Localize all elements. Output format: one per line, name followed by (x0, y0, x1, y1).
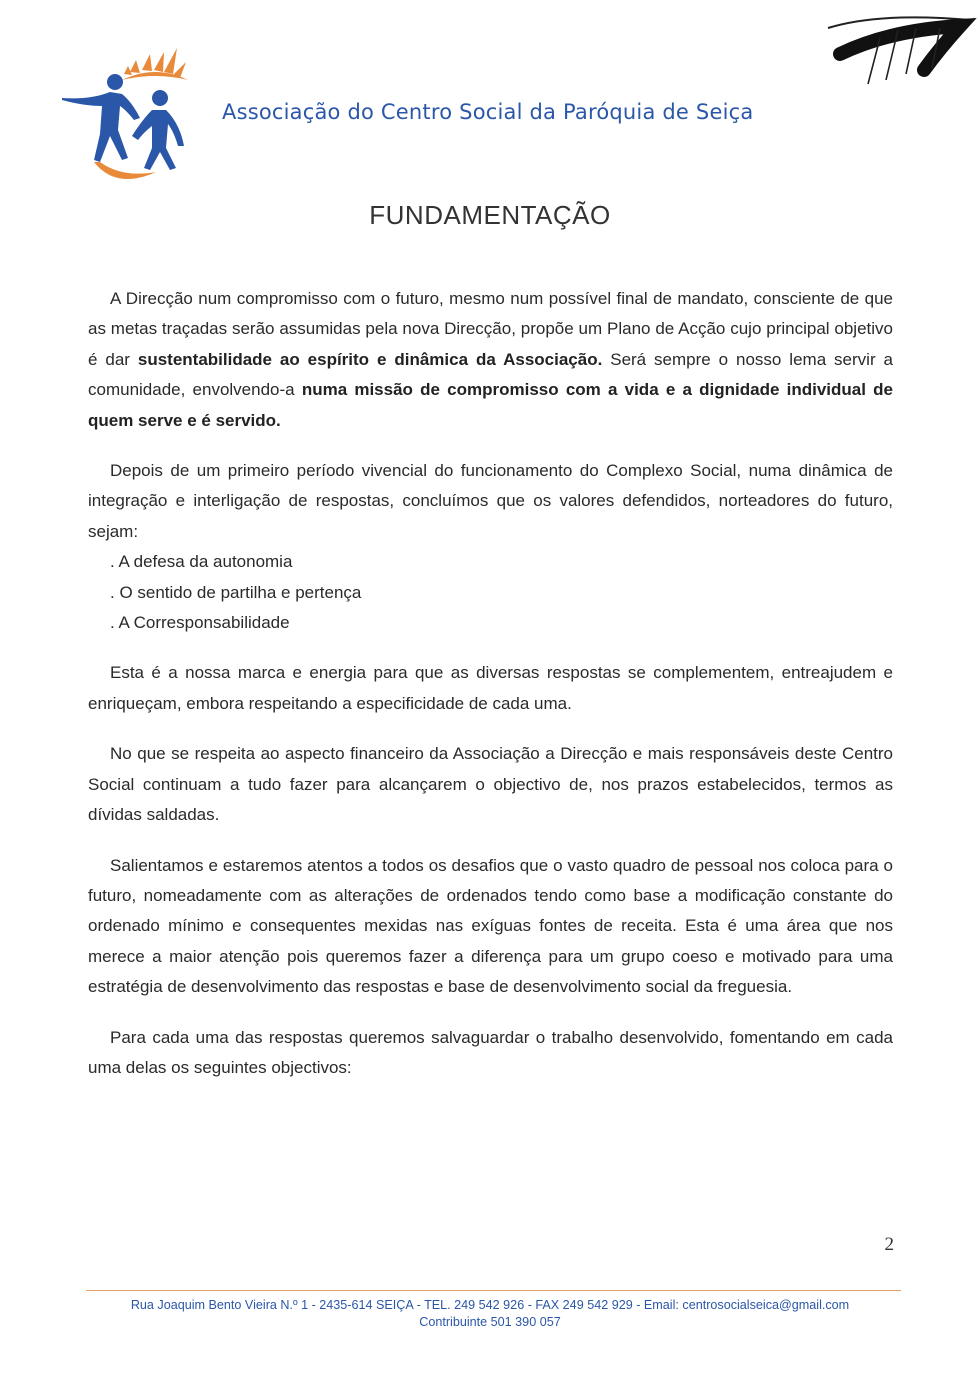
paragraph-text: Será sempre o nosso lema servir a comunidade, envolvendo-a (88, 349, 893, 400)
footer-tax-id: Contribuinte 501 390 057 (419, 1315, 561, 1329)
document-title: FUNDAMENTAÇÃO (369, 200, 611, 230)
list-item: . A Corresponsabilidade (110, 613, 290, 633)
emphasis-text: sustentabilidade ao espírito e dinâmica da Associação. (137, 349, 603, 369)
document-body (88, 284, 893, 1083)
paragraph-financial: No que se respeita ao aspecto financeiro da Associação a Direcção e mais responsáveis deste Centro Social continuam a tudo fazer para alcançarem o objectivo de, nos prazos estabelecidos, termos as dívidas saldadas. (88, 744, 893, 825)
handwritten-mark-icon (820, 8, 980, 90)
footer (0, 1297, 980, 1331)
emphasis-text: numa missão de compromisso com a vida e a dignidade individual de quem serve e é servido. (88, 380, 893, 430)
footer-address: Rua Joaquim Bento Vieira N.º 1 - 2435-614 SEIÇA - TEL. 249 542 926 - FAX 249 542 929 - Email: centrosocialseica@gmail.com (130, 1298, 850, 1312)
paragraph-mission (88, 284, 893, 436)
organization-logo-icon (60, 40, 195, 190)
page-number: 2 (884, 1234, 894, 1255)
paragraph-text: A Direcção num compromisso com o futuro, mesmo num possível final de mandato, consciente de que as metas traçadas serão assumidas pela nova Direcção, propõe um Plano de Acção cujo principal objetivo é dar (88, 289, 893, 369)
paragraph-objectives: Para cada uma das respostas queremos salvaguardar o trabalho desenvolvido, fomentando em cada uma delas os seguintes objectivos: (88, 1027, 893, 1077)
organization-name: Associação do Centro Social da Paróquia de Seiça (222, 100, 754, 124)
values-list (88, 547, 893, 638)
footer-divider (86, 1290, 901, 1291)
paragraph-staff: Salientamos e estaremos atentos a todos os desafios que o vasto quadro de pessoal nos coloca para o futuro, nomeadamente com as alterações de ordenados tendo como base a modificação constante do ordenado mínimo e consequentes mexidas nas exíguas fontes de receita. Esta é uma área que nos merece a maior atenção pois queremos fazer a diferença para um grupo coeso e motivado para uma estratégia de desenvolvimento das respostas e base de desenvolvimento social da freguesia. (88, 855, 893, 997)
paragraph-values-intro: Depois de um primeiro período vivencial do funcionamento do Complexo Social, numa dinâmica de integração e interligação de respostas, concluímos que os valores defendidos, norteadores do futuro, sejam: (88, 461, 893, 541)
list-item: . A defesa da autonomia (110, 552, 293, 572)
paragraph-brand: Esta é a nossa marca e energia para que as diversas respostas se complementem, entreajudem e enriqueçam, embora respeitando a especificidade de cada uma. (88, 663, 893, 713)
list-item: . O sentido de partilha e pertença (110, 582, 362, 602)
